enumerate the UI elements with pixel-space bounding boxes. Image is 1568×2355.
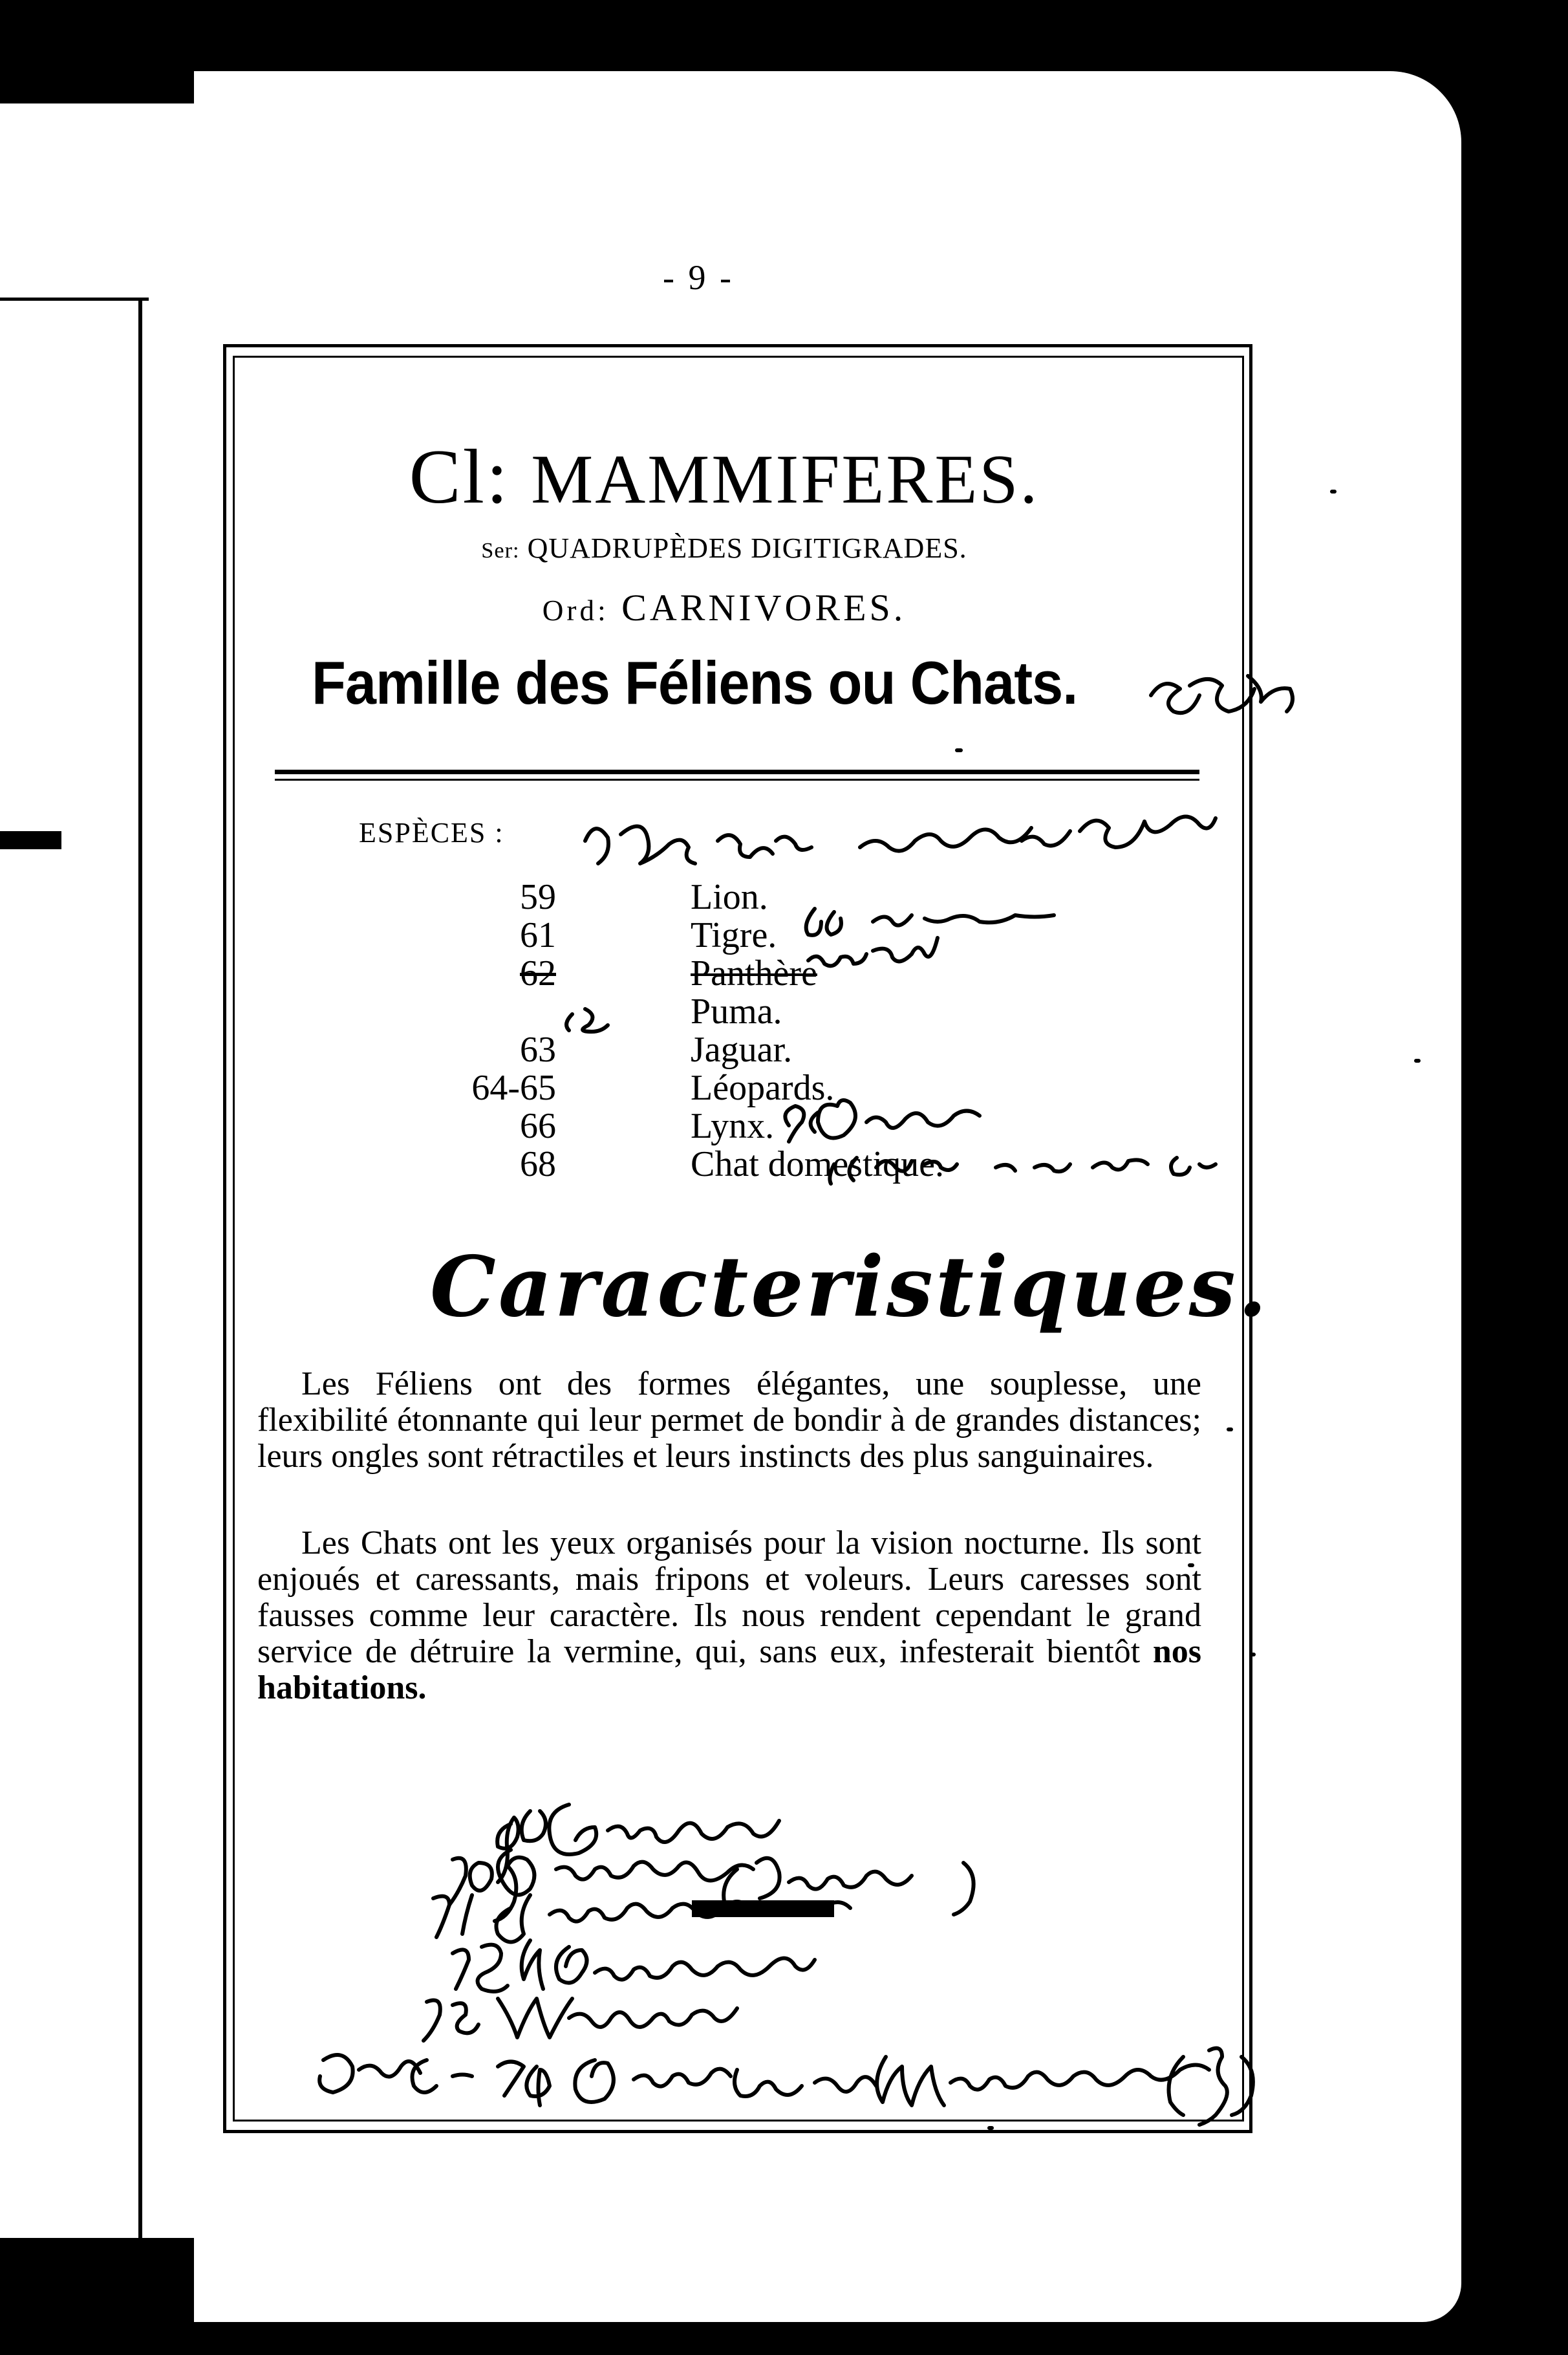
characteristics-heading: Caracteristiques. — [430, 1239, 1270, 1336]
class-prefix: Cl: — [409, 433, 510, 519]
paragraph-felines: Les Féliens ont des formes élégantes, une souplesse, une flexibilité étonnante qui leur permet de bondir à de grandes distances; leurs ongles sont rétractiles et leurs instincts des plus sanguinaires. — [257, 1365, 1201, 1475]
species-name: Jaguar. — [691, 1030, 793, 1070]
species-number: 68 — [520, 1144, 556, 1184]
order-name: CARNIVORES. — [621, 587, 907, 629]
previous-page-border — [138, 298, 142, 2270]
species-row — [466, 917, 1112, 955]
series-prefix: Ser: — [481, 538, 520, 563]
order-prefix: Ord: — [542, 594, 609, 627]
species-row — [466, 1145, 1112, 1184]
species-number: 63 — [520, 1030, 556, 1070]
species-name: Chat domestique. — [691, 1144, 944, 1184]
series-heading — [259, 532, 1190, 565]
species-name: Léopards. — [691, 1068, 835, 1108]
species-row — [466, 955, 1112, 993]
species-number-struck: 62 — [520, 953, 556, 993]
species-row — [466, 1107, 1112, 1145]
species-label: ESPÈCES : — [359, 817, 504, 849]
species-number: 64-65 — [471, 1068, 556, 1108]
species-row — [466, 878, 1112, 917]
species-number: 61 — [520, 915, 556, 955]
paragraph-cats-end: nos habitations. — [257, 1633, 1201, 1706]
species-row — [466, 1031, 1112, 1069]
double-rule — [275, 770, 1199, 774]
class-name: MAMMIFERES. — [531, 441, 1040, 518]
family-title: Famille des Féliens ou Chats. — [312, 649, 1078, 717]
double-rule-thin — [275, 779, 1199, 781]
previous-page-rule — [0, 298, 149, 301]
species-number: 66 — [520, 1106, 556, 1146]
order-heading — [259, 586, 1190, 629]
species-row — [466, 993, 1112, 1031]
class-heading — [259, 432, 1190, 521]
paragraph-cats — [257, 1525, 1201, 1706]
species-number: 59 — [520, 877, 556, 917]
species-row — [466, 1069, 1112, 1107]
page-number: - 9 - — [663, 258, 734, 297]
species-list — [466, 878, 1112, 1184]
species-name: Tigre. — [691, 915, 777, 955]
species-name: Lynx. — [691, 1106, 775, 1146]
previous-page-rule — [0, 831, 61, 849]
species-name: Puma. — [691, 992, 782, 1032]
series-name: QUADRUPÈDES DIGITIGRADES. — [527, 532, 967, 564]
paragraph-cats-body: Les Chats ont les yeux organisés pour la vision nocturne. Ils sont enjoués et caressants, mais fripons et voleurs. Leurs caresses sont fausses comme leur caractère. Ils nous rendent cependant le grand service de détruire la vermine, qui, sans eux, infesterait bientôt — [257, 1525, 1201, 1670]
species-name: Lion. — [691, 877, 768, 917]
species-name-struck: Panthère — [691, 953, 817, 993]
previous-page-edge — [0, 103, 194, 2238]
